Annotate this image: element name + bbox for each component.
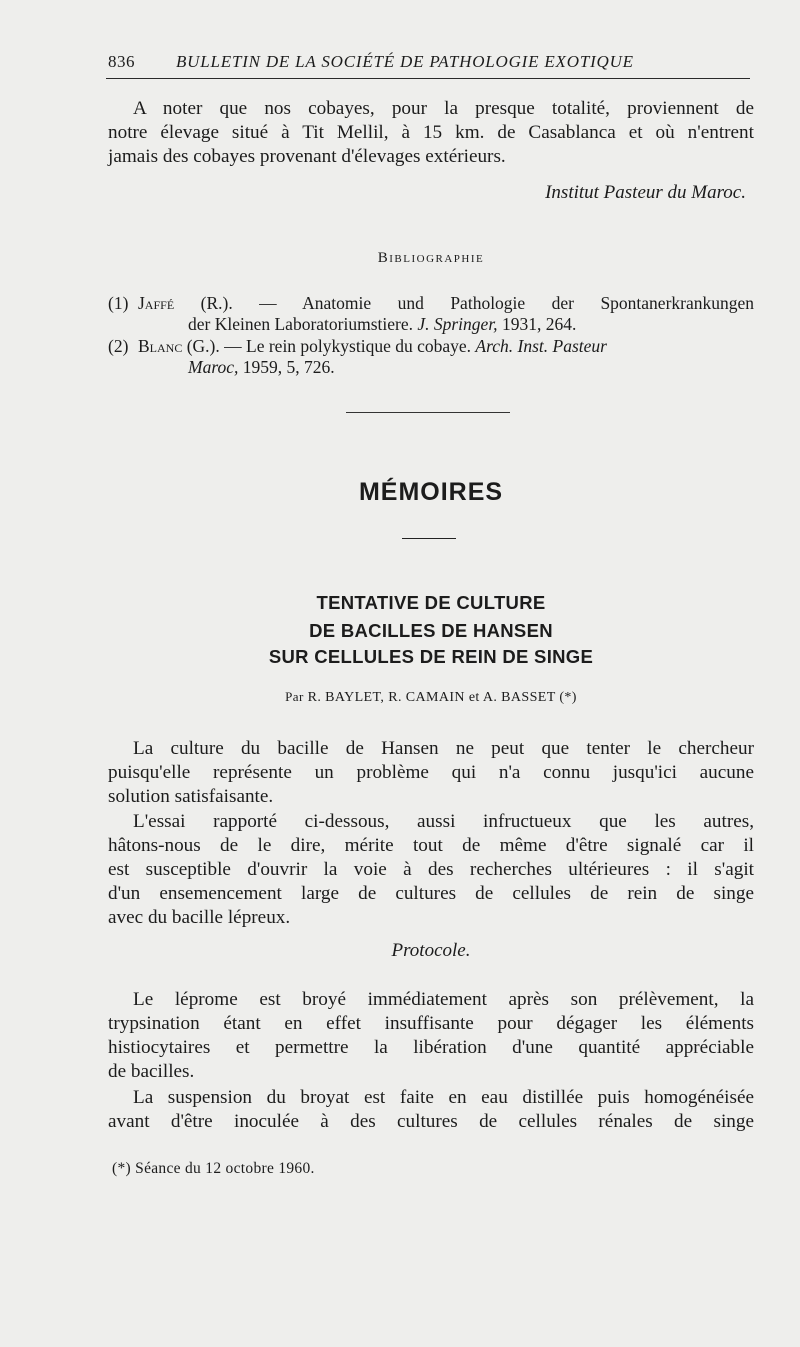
text-line: d'un ensemencement large de cultures de cellules de rein de singe (108, 883, 754, 904)
reference-initial: (G.). (186, 336, 220, 356)
reference-2 (108, 336, 754, 380)
text-line: avant d'être inoculée à des cultures de cellules rénales de singe (108, 1111, 754, 1132)
text-line: avec du bacille lépreux. (108, 907, 291, 928)
reference-line (138, 336, 754, 357)
reference-text: — Anatomie und Pathologie der Spontanerkrankungen (232, 293, 755, 313)
text-line: solution satisfaisante. (108, 786, 274, 807)
reference-text: 1931, 264. (497, 314, 577, 334)
reference-text: — Le rein polykystique du cobaye. (219, 336, 476, 356)
reference-author: Blanc (138, 336, 183, 356)
article-title-line-2: DE BACILLES DE HANSEN (309, 620, 553, 641)
reference-number: (2) (108, 336, 129, 356)
article-paragraph-1 (108, 737, 754, 809)
article-paragraph-2 (108, 810, 754, 930)
reference-journal: Arch. Inst. Pasteur (475, 336, 607, 356)
text-line: L'essai rapporté ci-dessous, aussi infructueux que les autres, (133, 811, 754, 832)
article-title-line-1: TENTATIVE DE CULTURE (316, 592, 546, 613)
protocol-subheading: Protocole. (391, 940, 471, 961)
text-line: est susceptible d'ouvrir la voie à des recherches ultérieures : il s'agit (108, 859, 754, 880)
institution-signature: Institut Pasteur du Maroc. (545, 182, 746, 203)
reference-1 (108, 293, 754, 337)
text-line: puisqu'elle représente un problème qui n'a connu jusqu'ici aucune (108, 762, 754, 783)
reference-number: (1) (108, 293, 129, 313)
text-line: hâtons-nous de le dire, mérite tout de même d'être signalé car il (108, 835, 754, 856)
section-heading: MÉMOIRES (358, 478, 504, 506)
article-paragraph-3 (108, 988, 754, 1084)
article-authors (108, 689, 754, 706)
section-heading-rule (402, 538, 456, 539)
header-rule (106, 78, 750, 79)
text-line: Le léprome est broyé immédiatement après son prélèvement, la (133, 989, 754, 1010)
reference-text: der Kleinen Laboratoriumstiere. (188, 314, 418, 334)
intro-line-1: A noter que nos cobayes, pour la presque totalité, proviennent de (133, 98, 754, 119)
intro-paragraph (108, 97, 754, 169)
page-number: 836 (108, 52, 135, 71)
reference-line (188, 314, 576, 335)
reference-publisher: J. Springer, (417, 314, 498, 334)
text-line: de bacilles. (108, 1061, 195, 1082)
intro-line-2: notre élevage situé à Tit Mellil, à 15 km. de Casablanca et où n'entrent (108, 122, 754, 143)
reference-initial: (R.). (200, 293, 233, 313)
footnote: (*) Séance du 12 octobre 1960. (112, 1160, 315, 1177)
bibliography-heading: Bibliographie (377, 250, 485, 266)
reference-journal: Maroc, (188, 357, 239, 377)
text-line: La culture du bacille de Hansen ne peut que tenter le chercheur (133, 738, 754, 759)
section-separator (346, 412, 510, 413)
reference-author: Jaffé (138, 293, 175, 313)
reference-text: 1959, 5, 726. (238, 357, 335, 377)
journal-title: BULLETIN DE LA SOCIÉTÉ DE PATHOLOGIE EXOTIQUE (176, 52, 634, 71)
reference-line (188, 357, 335, 378)
intro-line-3: jamais des cobayes provenant d'élevages extérieurs. (108, 146, 506, 167)
reference-line (138, 293, 754, 314)
article-title-line-3: SUR CELLULES DE REIN DE SINGE (268, 646, 594, 667)
text-line: histiocytaires et permettre la libération d'une quantité appréciable (108, 1037, 754, 1058)
authors-prefix: Par (285, 689, 304, 704)
text-line: La suspension du broyat est faite en eau distillée puis homogénéisée (133, 1087, 754, 1108)
running-head (108, 52, 756, 76)
article-paragraph-4 (108, 1086, 754, 1134)
text-line: trypsination étant en effet insuffisante pour dégager les éléments (108, 1013, 754, 1034)
authors-names: R. BAYLET, R. CAMAIN et A. BASSET (*) (307, 690, 577, 705)
